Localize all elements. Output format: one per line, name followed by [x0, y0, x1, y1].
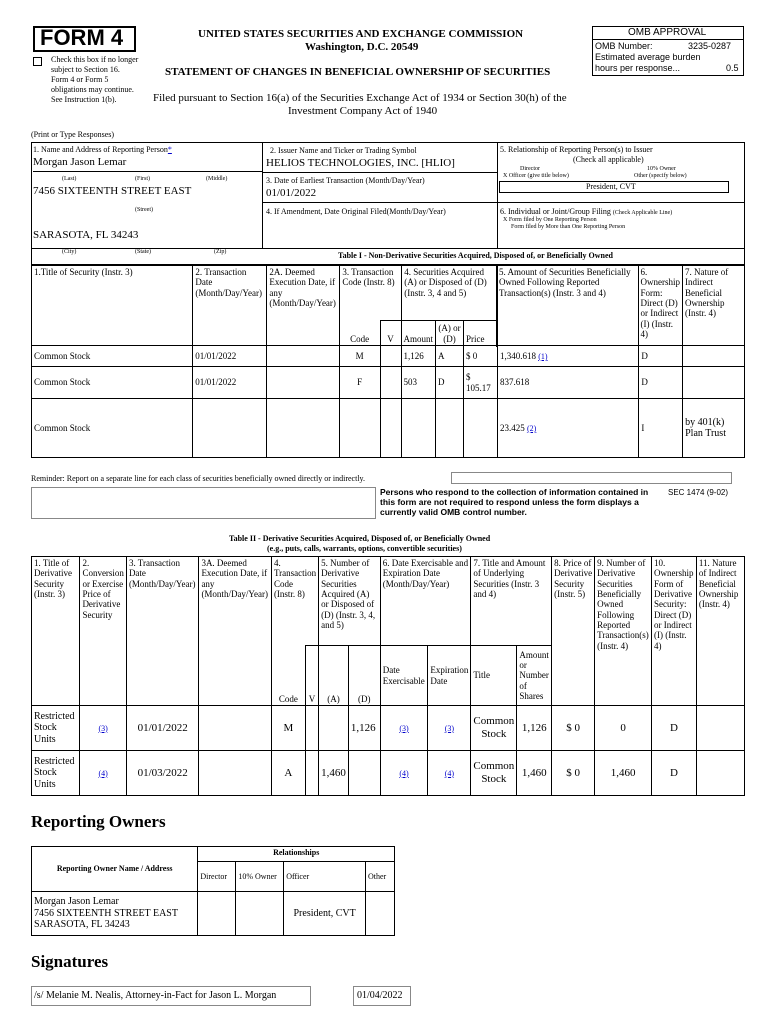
- omb-burden-1: Estimated average burden: [595, 52, 701, 62]
- table-row: Restricted Stock Units (4) 01/03/2022 A 1,460 (4) (4) Common Stock 1,460 $ 0 1,460 D: [32, 751, 745, 796]
- footnote-link[interactable]: (3): [98, 723, 108, 733]
- first-label: (First): [135, 176, 150, 182]
- officer-option: X Officer (give title below): [503, 173, 569, 179]
- agency-name: UNITED STATES SECURITIES AND EXCHANGE COMMISSION: [198, 28, 524, 40]
- table-row: Common Stock 01/01/2022 M 1,126 A $ 0 1,340.618 (1) D: [32, 346, 745, 367]
- officer-hdr: Officer: [284, 862, 366, 892]
- city-value: SARASOTA, FL 34243: [33, 229, 139, 241]
- t1-h-owned: 5. Amount of Securities Beneficially Owned Following Reported Transaction(s) (Instr. 3 and 4): [496, 266, 638, 346]
- t2-amt-hdr: Amount or Number of Shares: [517, 646, 552, 706]
- table1-title: Table I - Non-Derivative Securities Acquired, Disposed of, or Beneficially Owned: [338, 251, 613, 260]
- t1-price-hdr: Price: [463, 321, 497, 346]
- t2-d-hdr: (D): [348, 646, 380, 706]
- t2-h-form: 10. Ownership Form of Derivative Security: Direct (D) or Indirect (I) (Instr. 4): [652, 557, 697, 706]
- tenpct-option: 10% Owner: [647, 166, 676, 172]
- reporting-owners-heading: Reporting Owners: [31, 812, 166, 831]
- t2-exp-hdr: Expiration Date: [428, 646, 471, 706]
- signatures-heading: Signatures: [31, 952, 109, 971]
- t2-ttl-hdr: Title: [471, 646, 517, 706]
- t1-h-form: 6. Ownership Form: Direct (D) or Indirect (I) (Instr. 4): [638, 266, 683, 346]
- t1-h-acquired: 4. Securities Acquired (A) or Disposed of (D) (Instr. 3, 4 and 5): [402, 266, 497, 346]
- table-row: Common Stock 01/01/2022 F 503 D $ 105.17 837.618 D: [32, 367, 745, 399]
- t2-h-title: 1. Title of Derivative Security (Instr. 3): [32, 557, 80, 706]
- omb-number: 3235-0287: [688, 41, 732, 51]
- t1-h-deemed: 2A. Deemed Execution Date, if any (Month/Day/Year): [267, 266, 340, 346]
- print-type: (Print or Type Responses): [31, 130, 115, 139]
- t2-h-price: 8. Price of Derivative Security (Instr. 5): [552, 557, 595, 706]
- t2-h-nature: 11. Nature of Indirect Beneficial Ownership (Instr. 4): [696, 557, 744, 706]
- table2-subtitle: (e.g., puts, calls, warrants, options, convertible securities): [267, 544, 462, 553]
- t2-h-number: 5. Number of Derivative Securities Acquired (A) or Disposed of (D) (Instr. 3, 4, and 5): [319, 557, 381, 646]
- omb-hours: 0.5: [726, 63, 739, 73]
- t2-h-owned: 9. Number of Derivative Securities Beneficially Owned Following Reported Transaction(s) (Instr. 4): [595, 557, 652, 706]
- t1-ad-hdr: (A) or (D): [436, 321, 464, 346]
- owner-officer-value: President, CVT: [284, 892, 366, 936]
- tenpct-hdr: 10% Owner: [236, 862, 284, 892]
- footnote-link[interactable]: (3): [444, 723, 455, 733]
- officer-title: President, CVT: [586, 182, 636, 191]
- table-2: [31, 556, 745, 796]
- no-longer-subject-checkbox[interactable]: [33, 57, 42, 66]
- footnote-link[interactable]: (1): [538, 351, 548, 361]
- t1-h-code: 3. Transaction Code (Instr. 8): [340, 266, 402, 346]
- street-label: (Street): [135, 207, 153, 213]
- state-label: (State): [135, 249, 151, 255]
- footnote-link[interactable]: (4): [399, 768, 409, 778]
- street-value: 7456 SIXTEENTH STREET EAST: [33, 185, 192, 197]
- reminder-text: Reminder: Report on a separate line for each class of securities beneficially owned directly or indirectly.: [31, 474, 366, 483]
- issuer-name: HELIOS TECHNOLOGIES, INC. [HLIO]: [266, 157, 455, 169]
- director-option: Director: [520, 166, 540, 172]
- relationship-sub: (Check all applicable): [573, 155, 644, 164]
- amendment-label: 4. If Amendment, Date Original Filed(Month/Day/Year): [266, 207, 446, 216]
- t1-h-nature: 7. Nature of Indirect Beneficial Ownership (Instr. 4): [683, 266, 745, 346]
- filed-line-2: Investment Company Act of 1940: [288, 105, 438, 117]
- individual-opt-2: Form filed by More than One Reporting Person: [511, 224, 626, 230]
- persons-text: Persons who respond to the collection of information contained in this form are not required to respond unless the form displays a currently valid OMB control number.: [380, 487, 649, 518]
- footnote-link[interactable]: (2): [526, 423, 537, 433]
- omb-burden-2: hours per response...: [595, 63, 681, 73]
- t1-v-hdr: V: [380, 321, 401, 346]
- table-row: [32, 892, 395, 936]
- earliest-date-label: 3. Date of Earliest Transaction (Month/Day/Year): [266, 176, 425, 185]
- individual-filing-label: 6. Individual or Joint/Group Filing (Check Applicable Line): [500, 207, 673, 216]
- city-label: (City): [62, 249, 77, 255]
- signature-text: /s/ Melanie M. Nealis, Attorney-in-Fact for Jason L. Morgan: [34, 990, 277, 1001]
- agency-city: Washington, D.C. 20549: [305, 41, 419, 53]
- director-hdr: Director: [198, 862, 236, 892]
- table-row: Restricted Stock Units (3) 01/01/2022 M 1,126 (3) (3) Common Stock 1,126 $ 0 0 D: [32, 706, 745, 751]
- footnote-link[interactable]: (3): [399, 723, 409, 733]
- t2-h-conv: 2. Conversion or Exercise Price of Derivative Security: [80, 557, 127, 706]
- relationship-label: 5. Relationship of Reporting Person(s) to Issuer: [500, 145, 653, 154]
- t2-v-hdr: V: [305, 646, 318, 706]
- table2-title: Table II - Derivative Securities Acquired, Disposed of, or Beneficially Owned: [229, 534, 491, 543]
- t2-h-deemed: 3A. Deemed Execution Date, if any (Month/Day/Year): [199, 557, 272, 706]
- t1-h-date: 2. Transaction Date (Month/Day/Year): [193, 266, 267, 346]
- t1-code-hdr: Code: [339, 321, 380, 346]
- t2-h-code: 4. Transaction Code (Instr. 8): [271, 557, 318, 646]
- reporting-person-label: 1. Name and Address of Reporting Person*: [33, 145, 172, 154]
- t1-h-title: 1.Title of Security (Instr. 3): [32, 266, 193, 346]
- footnote-link[interactable]: (4): [98, 768, 108, 778]
- t2-a-hdr: (A): [319, 646, 349, 706]
- other-hdr: Other: [366, 862, 395, 892]
- earliest-date: 01/01/2022: [266, 187, 317, 199]
- t2-code-hdr: Code: [271, 646, 305, 706]
- other-option: Other (specify below): [634, 173, 687, 179]
- zip-label: (Zip): [214, 249, 227, 255]
- t2-h-date: 3. Transaction Date (Month/Day/Year): [126, 557, 199, 706]
- omb-title: OMB APPROVAL: [628, 27, 707, 38]
- middle-label: (Middle): [206, 176, 228, 182]
- reporting-owners-table: [31, 846, 395, 936]
- footnote-link[interactable]: (4): [444, 768, 455, 778]
- individual-opt-1: X Form filed by One Reporting Person: [503, 217, 597, 223]
- t1-amount-hdr: Amount: [401, 321, 436, 346]
- owner-line-1: Morgan Jason Lemar: [34, 896, 119, 908]
- issuer-label: 2. Issuer Name and Ticker or Trading Symbol: [270, 146, 417, 155]
- relationships-hdr: Relationships: [198, 847, 395, 862]
- t2-h-underlying: 7. Title and Amount of Underlying Securities (Instr. 3 and 4): [471, 557, 552, 646]
- t2-dex-hdr: Date Exercisable: [380, 646, 428, 706]
- table-row: Common Stock 23.425 (2) I by 401(k) Plan Trust: [32, 399, 745, 458]
- reporting-person-name: Morgan Jason Lemar: [33, 156, 127, 168]
- owner-line-2: 7456 SIXTEENTH STREET EAST: [34, 907, 178, 919]
- t2-h-exercisable: 6. Date Exercisable and Expiration Date (Month/Day/Year): [380, 557, 471, 646]
- table-1-body: [31, 265, 745, 458]
- form-title: FORM 4: [40, 25, 124, 50]
- sec-number: SEC 1474 (9-02): [668, 488, 729, 497]
- last-label: (Last): [62, 176, 77, 182]
- statement-title: STATEMENT OF CHANGES IN BENEFICIAL OWNERSHIP OF SECURITIES: [165, 66, 551, 78]
- owner-line-3: SARASOTA, FL 34243: [34, 919, 130, 931]
- signature-date: 01/04/2022: [357, 990, 403, 1001]
- omb-number-label: OMB Number:: [595, 41, 653, 51]
- checkbox-text: Check this box if no longer subject to Section 16. Form 4 or Form 5 obligations may continue. See Instruction 1(b).: [51, 55, 139, 104]
- filed-line-1: Filed pursuant to Section 16(a) of the Securities Exchange Act of 1934 or Section 30(h) of the: [153, 92, 567, 104]
- owner-name-hdr: Reporting Owner Name / Address: [32, 847, 198, 892]
